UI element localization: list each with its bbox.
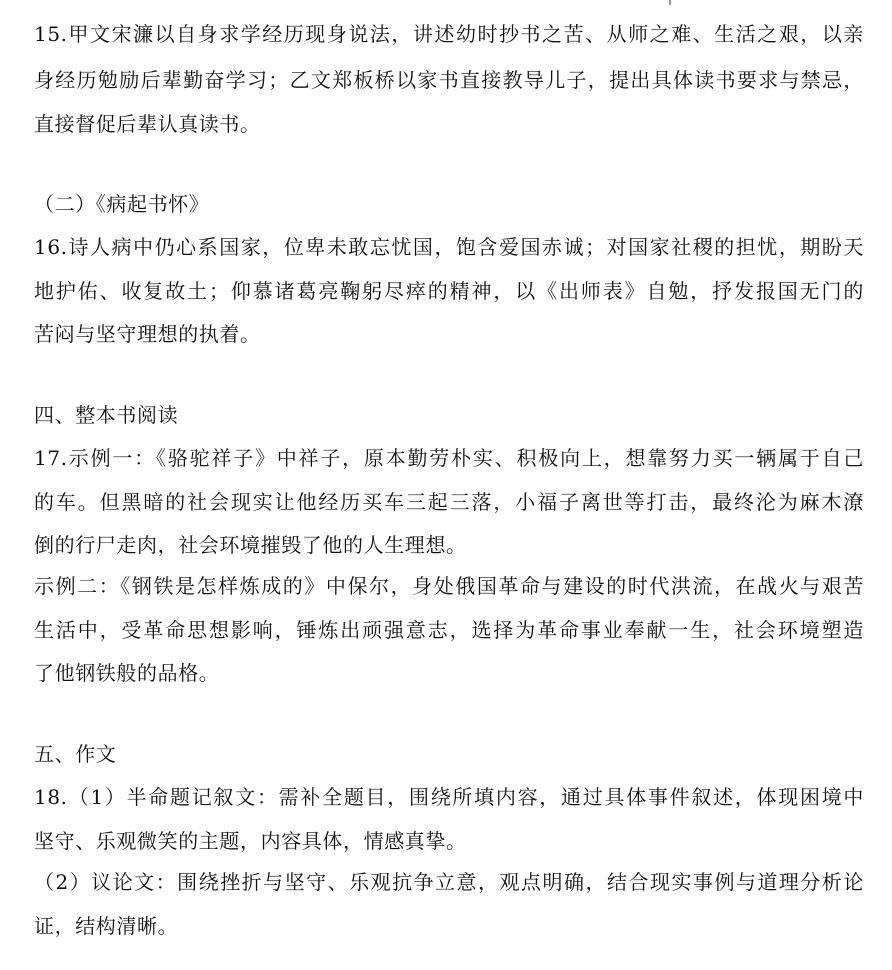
answer-18-part-1-line-2: 坚守、乐观微笑的主题，内容具体，情感真挚。 (34, 829, 467, 853)
answer-18-part-2-line-2: 证，结构清晰。 (34, 914, 179, 938)
answer-17-example-1-line-2: 的车。但黑暗的社会现实让他经历买车三起三落，小福子离世等打击，最终沦为麻木潦 (34, 490, 864, 514)
answer-15-line-1: 15.甲文宋濂以自身求学经历现身说法，讲述幼时抄书之苦、从师之难、生活之艰，以亲 (34, 22, 864, 46)
section-heading-whole-book-reading: 四、整本书阅读 (34, 403, 179, 427)
answer-17-example-2-line-1: 示例二：《钢铁是怎样炼成的》中保尔，身处俄国革命与建设的时代洪流，在战火与艰苦 (34, 574, 864, 598)
answer-17-example-2-line-3: 了他钢铁般的品格。 (34, 661, 220, 685)
answer-15-line-3: 直接督促后辈认真读书。 (34, 112, 261, 136)
answer-18-part-1-line-1: 18.（1）半命题记叙文：需补全题目，围绕所填内容，通过具体事件叙述，体现困境中 (34, 785, 864, 809)
answer-17-example-1-line-1: 17.示例一：《骆驼祥子》中祥子，原本勤劳朴实、积极向上，想靠努力买一辆属于自己 (34, 446, 864, 470)
answer-18-part-2-line-1: （2）议论文：围绕挫折与坚守、乐观抗争立意，观点明确，结合现实事例与道理分析论 (34, 870, 864, 894)
answer-16-line-3: 苦闷与坚守理想的执着。 (34, 322, 261, 346)
section-heading-bingqi-shuhuai: （二）《病起书怀》 (34, 192, 210, 216)
answer-15-line-2: 身经历勉励后辈勤奋学习；乙文郑板桥以家书直接教导儿子，提出具体读书要求与禁忌， (34, 68, 864, 92)
answer-17-example-1-line-3: 倒的行尸走肉，社会环境摧毁了他的人生理想。 (34, 533, 467, 557)
answer-16-line-2: 地护佑、收复故土；仰慕诸葛亮鞠躬尽瘁的精神，以《出师表》自勉，抒发报国无门的 (34, 279, 864, 303)
section-heading-composition: 五、作文 (34, 742, 117, 766)
answer-16-line-1: 16.诗人病中仍心系国家，位卑未敢忘忧国，饱含爱国赤诚；对国家社稷的担忧，期盼天 (34, 235, 864, 259)
scan-mark (669, 0, 671, 5)
answer-17-example-2-line-2: 生活中，受革命思想影响，锤炼出顽强意志，选择为革命事业奉献一生，社会环境塑造 (34, 618, 864, 642)
